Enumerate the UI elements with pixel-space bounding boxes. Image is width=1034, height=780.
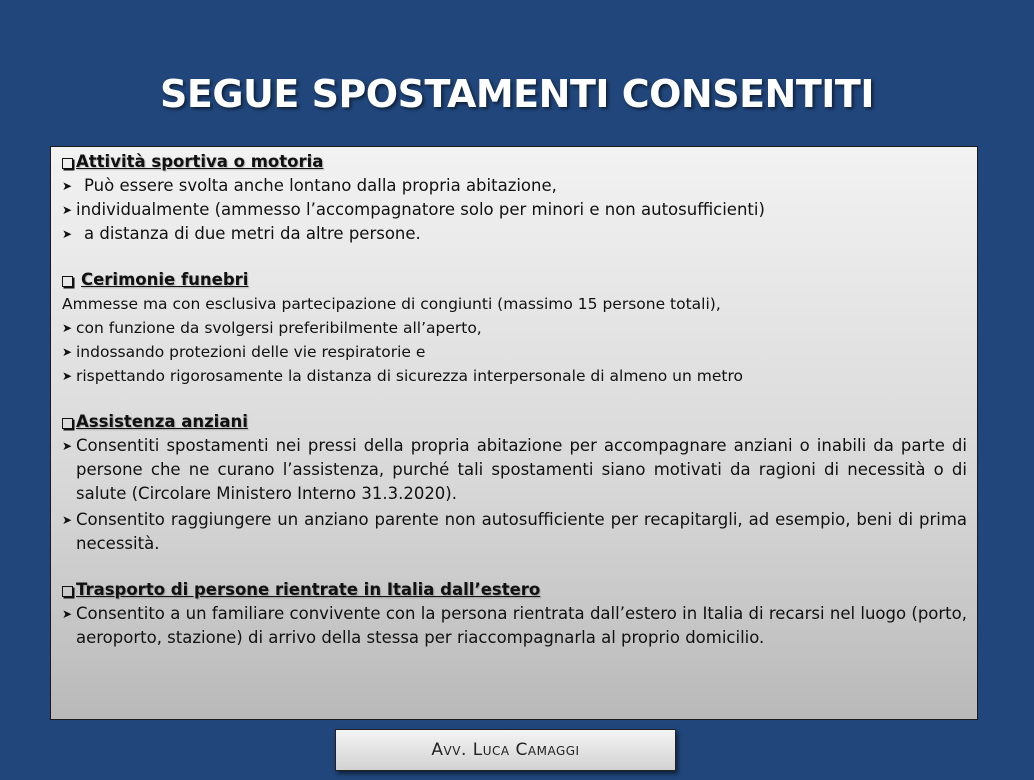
checkbox-icon: [62, 586, 73, 597]
list-item-text: individualmente (ammesso l’accompagnatore solo per minori e non autosufficienti): [76, 200, 765, 219]
list-item: [62, 198, 967, 222]
list-item-text: Può essere svolta anche lontano dalla propria abitazione,: [84, 176, 557, 195]
section-heading-text: Assistenza anziani: [76, 412, 248, 431]
arrow-icon: ➤: [62, 227, 73, 241]
content-box: [50, 146, 978, 720]
list-item: [62, 222, 967, 246]
arrow-icon: ➤: [62, 179, 73, 193]
list-item: [62, 508, 967, 556]
checkbox-icon: [62, 158, 73, 169]
section-heading-text: Trasporto di persone rientrate in Italia dall’estero: [76, 580, 541, 599]
list-item-text: Consentito raggiungere un anziano parente non autosufficiente per recapitargli, ad esempio, beni di prima necessità.: [76, 510, 967, 553]
list-item: [62, 602, 967, 650]
section-heading: [62, 150, 967, 174]
section-heading: [62, 268, 967, 292]
section-assistenza-anziani: [62, 410, 967, 556]
arrow-icon: ➤: [62, 321, 73, 335]
slide-title: SEGUE SPOSTAMENTI CONSENTITI: [160, 72, 874, 116]
list-item-text: Consentito a un familiare convivente con la persona rientrata dall’estero in Italia di recarsi nel luogo (porto, aeroporto, stazione) di arrivo della stessa per riaccompagnarla al proprio domicilio.: [76, 604, 967, 647]
list-item-text: Consentiti spostamenti nei pressi della propria abitazione per accompagnare anziani o inabili da parte di persone che ne curano l’assistenza, purché tali spostamenti siano motivati da ragioni di necessità o di salute (Circolare Ministero Interno 31.3.2020).: [76, 436, 967, 503]
arrow-icon: ➤: [62, 439, 73, 453]
section-heading: [62, 410, 967, 434]
arrow-icon: ➤: [62, 369, 73, 383]
section-heading-text: Attività sportiva o motoria: [76, 152, 324, 171]
arrow-icon: ➤: [62, 513, 73, 527]
list-item: [62, 340, 967, 364]
section-heading: [62, 578, 967, 602]
author-footer: [335, 729, 676, 771]
list-item-text: indossando protezioni delle vie respiratorie e: [76, 343, 426, 361]
author-name: Avv. Luca Camaggi: [431, 740, 580, 760]
section-trasporto-persone: [62, 578, 967, 650]
list-item-text: a distanza di due metri da altre persone.: [84, 224, 421, 243]
list-item: [62, 364, 967, 388]
section-attivita-sportiva: [62, 150, 967, 246]
list-item: [62, 174, 967, 198]
checkbox-icon: [62, 418, 73, 429]
arrow-icon: ➤: [62, 203, 73, 217]
list-item: [62, 434, 967, 506]
list-item-text: rispettando rigorosamente la distanza di sicurezza interpersonale di almeno un metro: [76, 367, 743, 385]
section-cerimonie-funebri: [62, 268, 967, 388]
arrow-icon: ➤: [62, 607, 73, 621]
list-item-text: con funzione da svolgersi preferibilmente all’aperto,: [76, 319, 482, 337]
section-intro-text: Ammesse ma con esclusiva partecipazione di congiunti (massimo 15 persone totali),: [62, 295, 721, 313]
section-heading-text: Cerimonie funebri: [81, 270, 249, 289]
checkbox-icon: [62, 276, 73, 287]
list-item: [62, 316, 967, 340]
arrow-icon: ➤: [62, 345, 73, 359]
